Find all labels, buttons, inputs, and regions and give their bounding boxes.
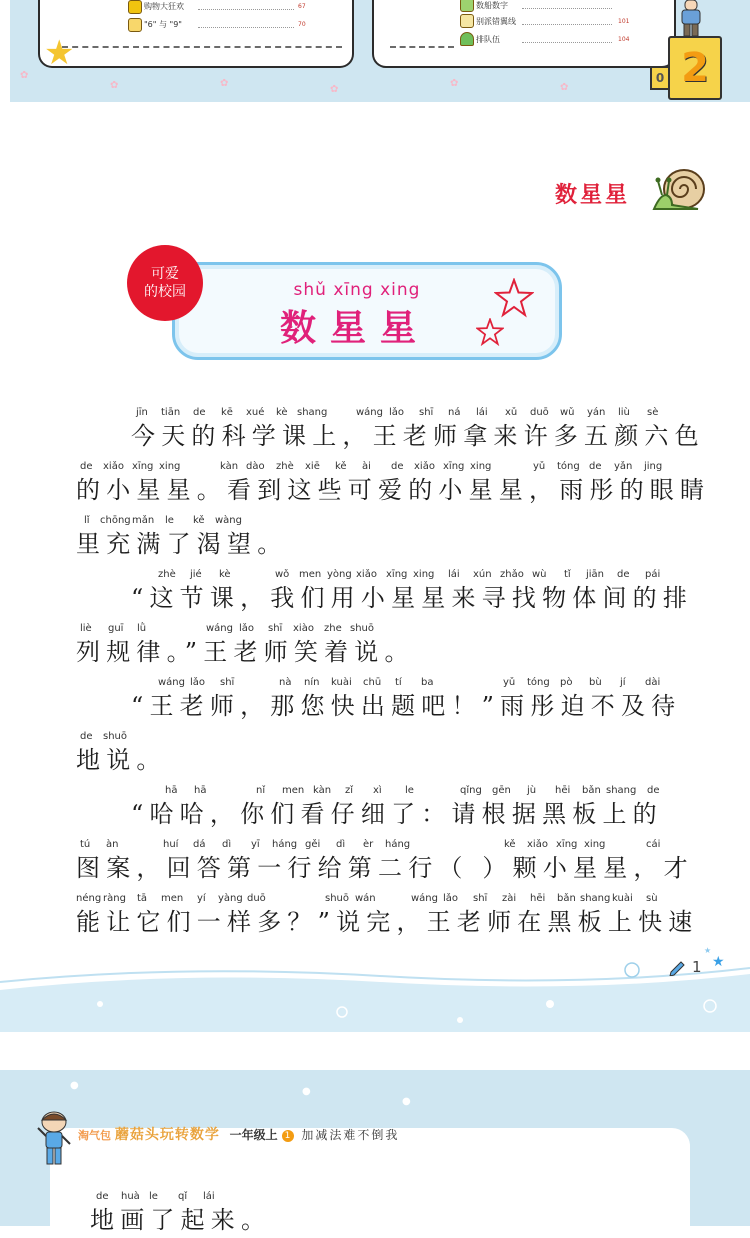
pinyin-syllable: xing xyxy=(159,461,181,472)
pinyin-syllable: wàng xyxy=(215,515,242,526)
pinyin-syllable: ràng xyxy=(103,893,126,904)
flower-decoration: ✿ xyxy=(330,84,339,95)
pinyin-syllable: yǔ xyxy=(503,677,516,688)
pinyin-syllable: wǒ xyxy=(275,569,290,580)
pinyin-syllable: xué xyxy=(246,407,265,418)
pinyin-syllable: liù xyxy=(618,407,630,418)
toc-page-number: 101 xyxy=(618,18,630,25)
pinyin-syllable: tiān xyxy=(161,407,181,418)
previous-spread xyxy=(0,0,750,108)
toc-page-number: 70 xyxy=(298,21,306,28)
pinyin-syllable: ba xyxy=(421,677,434,688)
star-icon: ★ xyxy=(712,954,725,970)
pinyin-syllable: kè xyxy=(276,407,288,418)
pinyin-syllable: lǜ xyxy=(137,623,147,634)
boy-illustration xyxy=(676,0,706,38)
series-prefix: 淘气包 xyxy=(78,1129,111,1142)
pinyin-syllable: mǎn xyxy=(132,515,155,526)
pinyin-syllable: jīn xyxy=(136,407,148,418)
toc-leader xyxy=(522,8,612,9)
podium-small-block: 0 xyxy=(650,66,670,90)
toc-panel-right xyxy=(372,0,676,68)
pinyin-syllable: dì xyxy=(222,839,232,850)
hanzi-text: 列规律。”王老师笑着说。 xyxy=(76,638,415,666)
pinyin-syllable: kàn xyxy=(313,785,332,796)
badge-line-1: 可爱 xyxy=(151,266,179,282)
grade-label: 一年级上 xyxy=(229,1128,278,1142)
toc-leader xyxy=(198,9,294,10)
pinyin-syllable: xiǎo xyxy=(356,569,377,580)
title-pinyin: shǔ xīng xing xyxy=(293,280,421,300)
pinyin-syllable: kuài xyxy=(612,893,633,904)
toc-item-icon xyxy=(128,0,142,14)
pinyin-syllable: shī xyxy=(220,677,235,688)
pinyin-syllable: kē xyxy=(221,407,233,418)
pinyin-syllable: xīng xyxy=(386,569,408,580)
unit-title: 加减法难不倒我 xyxy=(301,1128,400,1142)
pinyin-syllable: xún xyxy=(473,569,492,580)
story-title: 数星星 xyxy=(279,308,430,349)
pinyin-syllable: wáng xyxy=(158,677,185,688)
hanzi-text: “这节课，我们用小星星来寻找物体间的排 xyxy=(131,584,694,612)
pinyin-syllable: tǐ xyxy=(564,569,571,580)
pinyin-syllable: xīng xyxy=(556,839,578,850)
pinyin-syllable: wáng xyxy=(356,407,383,418)
pinyin-syllable: gēn xyxy=(492,785,511,796)
toc-page-number: 67 xyxy=(298,3,306,10)
pinyin-syllable: néng xyxy=(76,893,102,904)
pinyin-syllable: yǔ xyxy=(533,461,546,472)
pinyin-syllable: kuài xyxy=(331,677,352,688)
pinyin-syllable: men xyxy=(299,569,322,580)
pencil-icon xyxy=(668,958,688,976)
pinyin-syllable: háng xyxy=(385,839,411,850)
pinyin-syllable: xiǎo xyxy=(527,839,548,850)
pinyin-syllable: zài xyxy=(502,893,517,904)
pinyin-syllable: zhè xyxy=(158,569,176,580)
pinyin-syllable: shuō xyxy=(350,623,375,634)
pinyin-syllable: xing xyxy=(584,839,606,850)
pinyin-syllable: de xyxy=(96,1191,109,1202)
pinyin-syllable: ná xyxy=(448,407,461,418)
pinyin-syllable: xì xyxy=(373,785,382,796)
flower-decoration: ✿ xyxy=(110,80,119,91)
pinyin-syllable: lǎo xyxy=(389,407,405,418)
pinyin-syllable: le xyxy=(165,515,174,526)
hanzi-text: “王老师，那您快出题吧！”雨彤迫不及待 xyxy=(131,692,682,720)
flower-decoration: ✿ xyxy=(220,78,229,89)
hanzi-text: 的小星星。看到这些可爱的小星星，雨彤的眼睛 xyxy=(76,476,711,504)
pinyin-syllable: ài xyxy=(362,461,371,472)
pinyin-syllable: huí xyxy=(163,839,179,850)
pinyin-syllable: nín xyxy=(304,677,320,688)
pinyin-syllable: dài xyxy=(645,677,661,688)
pinyin-syllable: nà xyxy=(279,677,292,688)
pinyin-syllable: yán xyxy=(587,407,606,418)
pinyin-syllable: pò xyxy=(560,677,573,688)
pinyin-syllable: de xyxy=(589,461,602,472)
pinyin-syllable: hēi xyxy=(555,785,571,796)
pinyin-syllable: shang xyxy=(297,407,328,418)
toc-item-icon xyxy=(460,0,474,12)
pinyin-syllable: bǎn xyxy=(582,785,601,796)
pinyin-syllable: xiǎo xyxy=(414,461,435,472)
pinyin-syllable: xiào xyxy=(293,623,314,634)
pinyin-syllable: lái xyxy=(448,569,460,580)
pinyin-syllable: àn xyxy=(106,839,119,850)
toc-leader xyxy=(522,24,612,25)
flower-decoration: ✿ xyxy=(20,70,29,81)
pinyin-syllable: kě xyxy=(335,461,347,472)
pinyin-syllable: zǐ xyxy=(345,785,354,796)
pinyin-syllable: yòng xyxy=(327,569,352,580)
hanzi-text: 里充满了渴望。 xyxy=(76,530,288,558)
pinyin-syllable: dì xyxy=(336,839,346,850)
section-title: 数星星 xyxy=(555,183,631,208)
series-title: 蘑菇头玩转数学 xyxy=(114,1127,220,1143)
flower-decoration: ✿ xyxy=(450,78,459,89)
pinyin-syllable: de xyxy=(80,461,93,472)
pinyin-syllable: jù xyxy=(527,785,537,796)
pinyin-syllable: de xyxy=(193,407,206,418)
pinyin-syllable: jí xyxy=(620,677,626,688)
pinyin-syllable: le xyxy=(149,1191,158,1202)
toc-item-icon xyxy=(128,18,142,32)
hanzi-text: 地说。 xyxy=(76,746,167,774)
pinyin-syllable: zhe xyxy=(324,623,342,634)
pinyin-syllable: zhǎo xyxy=(500,569,524,580)
hanzi-text: 地画了起来。 xyxy=(90,1206,272,1234)
pinyin-syllable: lǎo xyxy=(239,623,255,634)
pinyin-syllable: kě xyxy=(193,515,205,526)
pinyin-syllable: shuō xyxy=(325,893,350,904)
pinyin-syllable: dá xyxy=(193,839,206,850)
pinyin-syllable: de xyxy=(647,785,660,796)
pinyin-syllable: tóng xyxy=(527,677,550,688)
pinyin-syllable: shī xyxy=(268,623,283,634)
dashed-divider xyxy=(62,46,342,48)
pinyin-syllable: shī xyxy=(473,893,488,904)
pinyin-syllable: qǐ xyxy=(178,1191,188,1202)
pinyin-syllable: jiān xyxy=(586,569,605,580)
unit-number-badge: 1 xyxy=(282,1130,294,1142)
pinyin-syllable: men xyxy=(161,893,184,904)
pinyin-syllable: lǎo xyxy=(443,893,459,904)
toc-page-number: 104 xyxy=(618,36,630,43)
pinyin-syllable: liè xyxy=(80,623,92,634)
pinyin-syllable: men xyxy=(282,785,305,796)
pinyin-syllable: lái xyxy=(203,1191,215,1202)
pinyin-syllable: jing xyxy=(644,461,663,472)
pinyin-syllable: chōng xyxy=(100,515,131,526)
pinyin-syllable: wù xyxy=(532,569,547,580)
pinyin-syllable: pái xyxy=(645,569,661,580)
toc-item-icon xyxy=(460,14,474,28)
dot-decoration: ● xyxy=(402,1096,411,1107)
mushroom-head-boy-illustration xyxy=(36,1110,72,1168)
pinyin-syllable: tā xyxy=(137,893,148,904)
toc-item-label: 别派错翼线 xyxy=(476,17,516,26)
pinyin-syllable: xǔ xyxy=(505,407,518,418)
pinyin-syllable: duō xyxy=(530,407,549,418)
page-footer-wave xyxy=(0,960,750,1032)
pinyin-syllable: tí xyxy=(395,677,402,688)
category-badge xyxy=(127,245,203,321)
pinyin-syllable: gěi xyxy=(305,839,321,850)
dot-decoration: ● xyxy=(70,1080,79,1091)
pinyin-syllable: sè xyxy=(647,407,659,418)
hanzi-text: 图案，回答第一行给第二行（ ）颗小星星，才 xyxy=(76,854,694,882)
toc-item-label: 购物大狂欢 xyxy=(144,2,184,11)
pinyin-syllable: xing xyxy=(413,569,435,580)
pinyin-syllable: lái xyxy=(476,407,488,418)
pinyin-syllable: nǐ xyxy=(256,785,266,796)
pinyin-syllable: chū xyxy=(363,677,382,688)
pinyin-syllable: bǎn xyxy=(557,893,576,904)
pinyin-syllable: bù xyxy=(589,677,602,688)
pinyin-syllable: shang xyxy=(606,785,637,796)
pinyin-syllable: de xyxy=(617,569,630,580)
pinyin-syllable: wáng xyxy=(206,623,233,634)
plant-icon xyxy=(460,32,474,46)
toc-panel-left xyxy=(38,0,354,73)
pinyin-syllable: lǎo xyxy=(190,677,206,688)
badge-line-2: 的校园 xyxy=(144,284,186,300)
pinyin-syllable: wǔ xyxy=(560,407,575,418)
pinyin-syllable: wán xyxy=(355,893,376,904)
hanzi-text: 能让它们一样多？”说完，王老师在黑板上快速 xyxy=(76,908,699,936)
pinyin-syllable: xiē xyxy=(305,461,320,472)
pinyin-syllable: èr xyxy=(363,839,374,850)
pinyin-syllable: tóng xyxy=(557,461,580,472)
pinyin-syllable: xīng xyxy=(132,461,154,472)
star-outline-icon xyxy=(476,318,504,346)
pinyin-syllable: hēi xyxy=(530,893,546,904)
pinyin-syllable: lǐ xyxy=(84,515,90,526)
star-outline-icon xyxy=(494,278,534,318)
pinyin-syllable: le xyxy=(405,785,414,796)
page-number: 1 xyxy=(692,958,702,976)
pinyin-syllable: kě xyxy=(504,839,516,850)
pinyin-syllable: jié xyxy=(190,569,202,580)
pinyin-syllable: de xyxy=(80,731,93,742)
pinyin-syllable: de xyxy=(391,461,404,472)
pinyin-syllable: háng xyxy=(272,839,298,850)
pinyin-syllable: hā xyxy=(165,785,178,796)
pinyin-syllable: huà xyxy=(121,1191,140,1202)
pinyin-syllable: duō xyxy=(247,893,266,904)
pinyin-syllable: shang xyxy=(580,893,611,904)
star-icon: ★ xyxy=(704,946,712,955)
toc-leader xyxy=(522,42,612,43)
toc-item-label: 排队伍 xyxy=(476,35,500,44)
pinyin-syllable: wáng xyxy=(411,893,438,904)
star-decoration: ★ xyxy=(44,33,75,73)
pinyin-syllable: yàng xyxy=(218,893,243,904)
pinyin-syllable: xiǎo xyxy=(103,461,124,472)
pinyin-syllable: tú xyxy=(80,839,91,850)
pinyin-syllable: xīng xyxy=(443,461,465,472)
pinyin-syllable: kè xyxy=(219,569,231,580)
toc-item-label: "6" 与 "9" xyxy=(144,20,182,29)
hanzi-text: 今天的科学课上，王老师拿来许多五颜六色 xyxy=(131,422,705,450)
pinyin-syllable: shī xyxy=(419,407,434,418)
pinyin-syllable: cái xyxy=(646,839,661,850)
toc-item-label: 数船数字 xyxy=(476,1,508,10)
pinyin-syllable: guī xyxy=(108,623,124,634)
pinyin-syllable: xing xyxy=(470,461,492,472)
toc-leader xyxy=(198,27,294,28)
pinyin-syllable: sù xyxy=(646,893,658,904)
pinyin-syllable: dào xyxy=(246,461,265,472)
pinyin-syllable: kàn xyxy=(220,461,239,472)
pinyin-syllable: qǐng xyxy=(460,785,482,796)
pinyin-syllable: yí xyxy=(197,893,206,904)
pinyin-syllable: yī xyxy=(251,839,260,850)
pinyin-syllable: yǎn xyxy=(614,461,633,472)
podium-number-block: 2 xyxy=(668,36,722,100)
dot-decoration: ● xyxy=(302,1086,311,1097)
pinyin-syllable: zhè xyxy=(276,461,294,472)
flower-decoration: ✿ xyxy=(560,82,569,93)
series-header xyxy=(78,1124,399,1144)
pinyin-syllable: hā xyxy=(194,785,207,796)
hanzi-text: “哈哈，你们看仔细了：请根据黑板上的 xyxy=(131,800,663,828)
snail-icon xyxy=(650,165,706,213)
dashed-divider xyxy=(390,46,454,48)
pinyin-syllable: shuō xyxy=(103,731,128,742)
